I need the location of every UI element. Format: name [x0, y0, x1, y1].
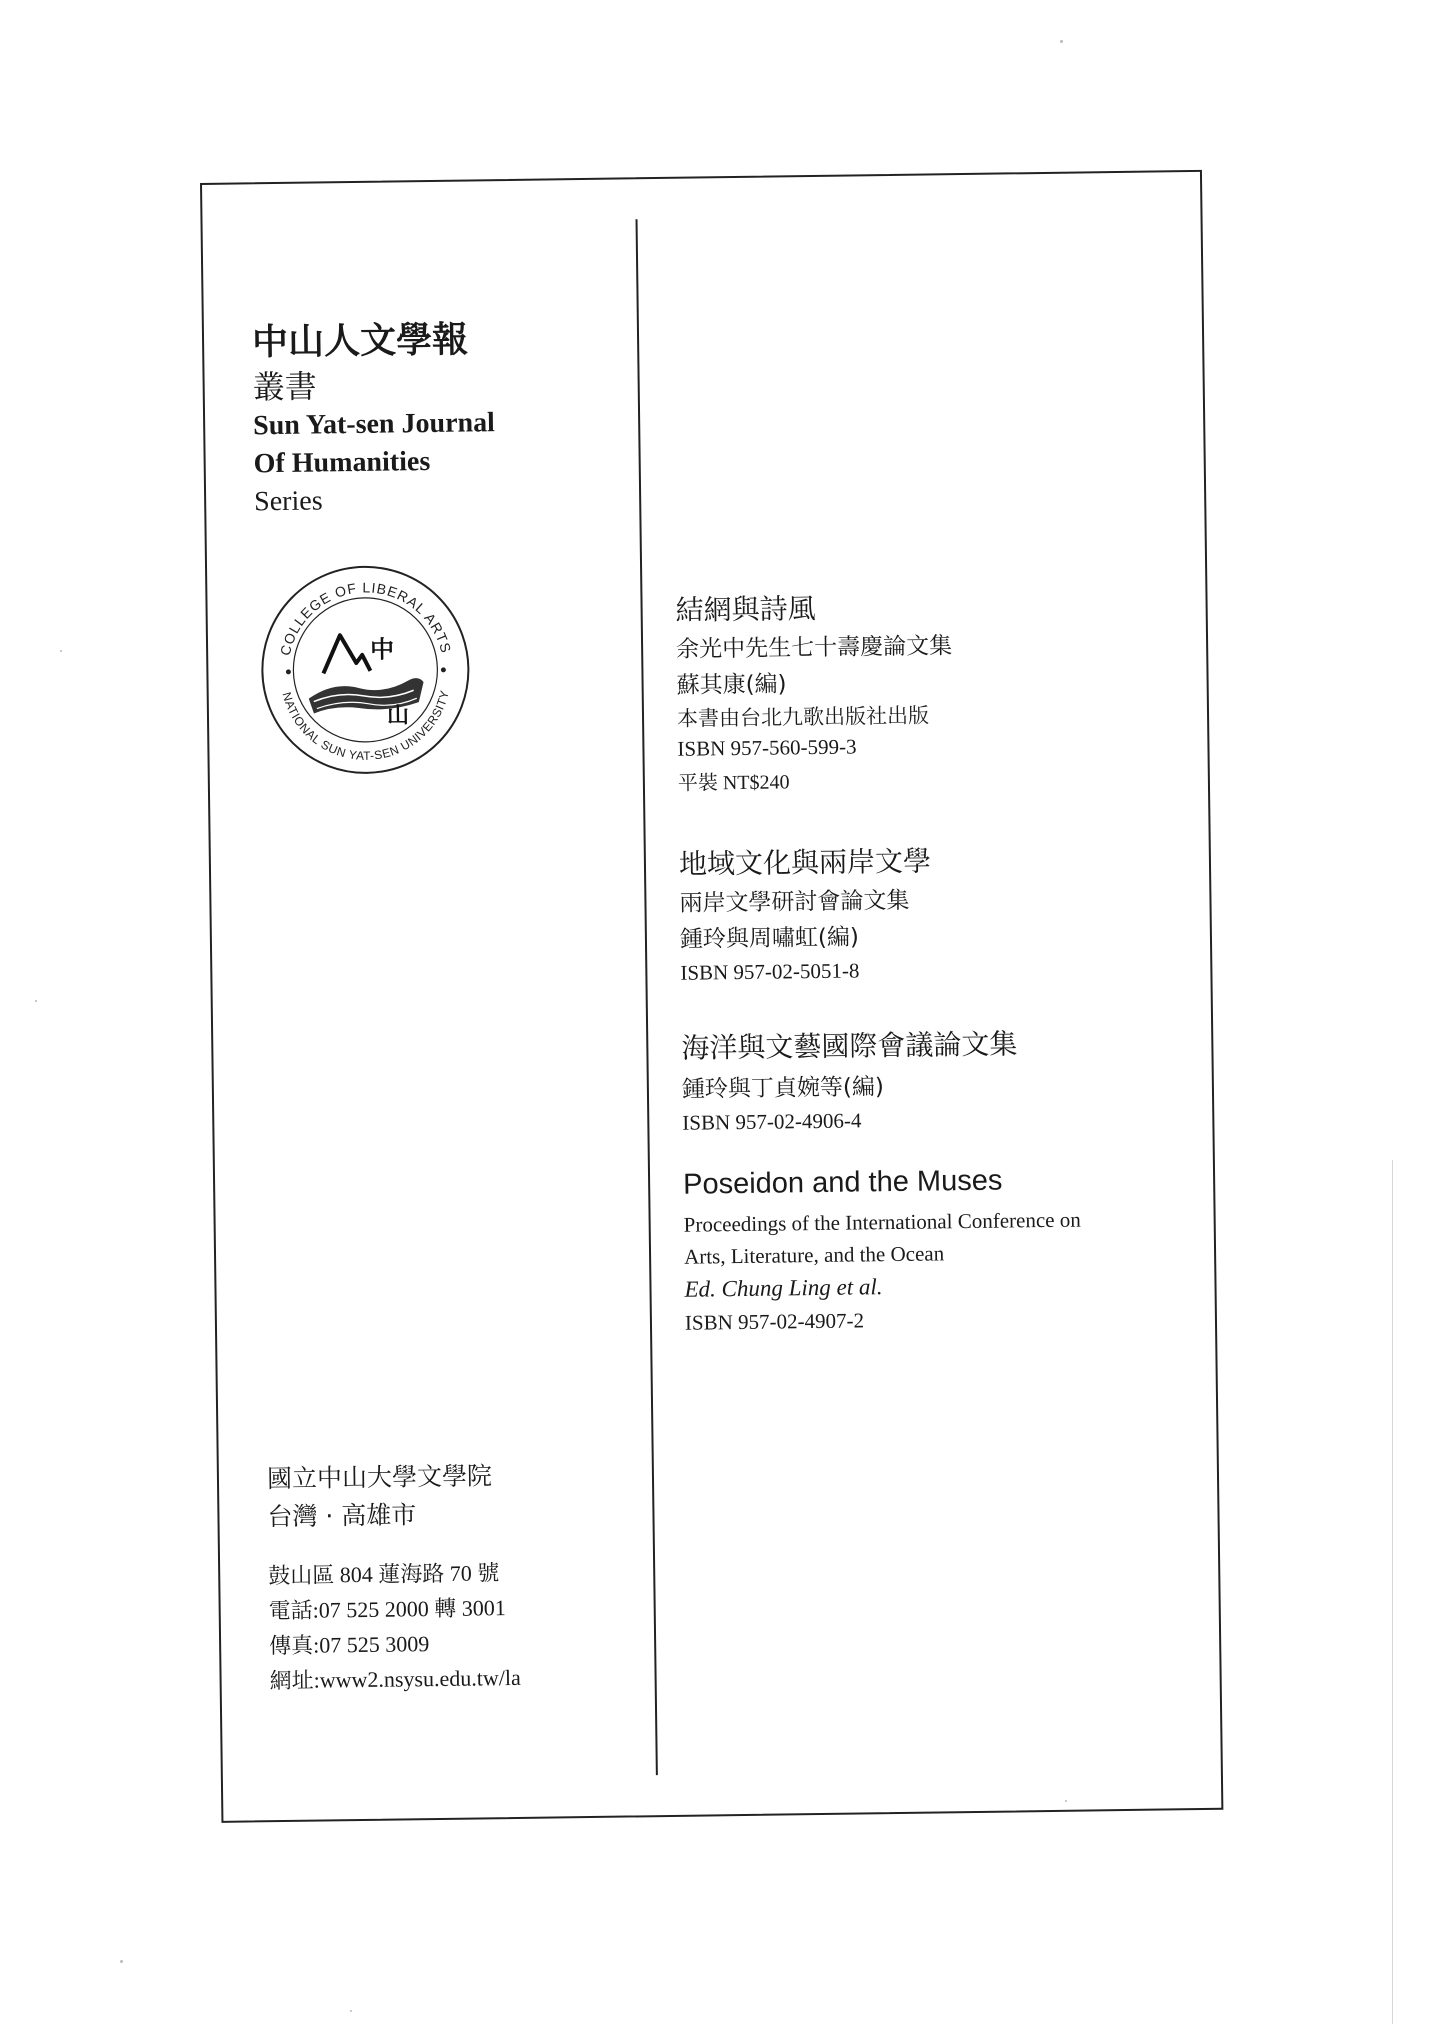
series-title-en-line3: Series: [253, 485, 323, 518]
publisher-address: 鼓山區 804 蓮海路 70 號: [268, 1560, 500, 1589]
publisher-website: 網址:www2.nsysu.edu.tw/la: [269, 1664, 521, 1694]
publisher-phone: 電話:07 525 2000 轉 3001: [268, 1595, 506, 1624]
series-title-en-line1: Sun Yat-sen Journal: [252, 407, 496, 442]
book-4-title: Poseidon and the Muses: [682, 1164, 1003, 1201]
book-4-subtitle-line1: Proceedings of the International Conference on: [683, 1207, 1081, 1237]
series-subtitle-cn: 叢書: [252, 367, 317, 407]
college-seal-logo: [257, 561, 475, 779]
book-1-subtitle: 余光中先生七十壽慶論文集: [675, 633, 953, 663]
book-1-editor: 蘇其康(編): [676, 671, 787, 699]
book-2-title: 地域文化與兩岸文學: [678, 844, 932, 881]
book-2-editor: 鍾玲與周嘯虹(編): [679, 924, 860, 953]
book-3-editor: 鍾玲與丁貞婉等(編): [681, 1074, 885, 1103]
scan-speck: [1065, 1800, 1067, 1802]
book-4-editor: Ed. Chung Ling et al.: [684, 1274, 883, 1302]
book-3-isbn: ISBN 957-02-4906-4: [682, 1108, 862, 1135]
book-4-subtitle-line2: Arts, Literature, and the Ocean: [683, 1241, 945, 1269]
page-frame: [200, 170, 1223, 1823]
scan-edge-line: [1392, 1160, 1393, 2024]
publisher-location: 台灣 · 高雄市: [267, 1500, 417, 1532]
svg-text:NATIONAL SUN YAT-SEN UNIVERSIT: NATIONAL SUN YAT-SEN UNIVERSITY: [279, 688, 452, 763]
svg-text:中: 中: [369, 635, 395, 664]
book-1-price: 平裝 NT$240: [677, 771, 790, 795]
svg-text:山: 山: [386, 703, 410, 729]
book-4-isbn: ISBN 957-02-4907-2: [684, 1308, 865, 1335]
book-2-subtitle: 兩岸文學研討會論文集: [679, 887, 910, 917]
scan-speck: [350, 2010, 352, 2012]
column-divider: [636, 219, 658, 1775]
scan-speck: [120, 1960, 123, 1963]
publisher-fax: 傳真:07 525 3009: [268, 1631, 430, 1659]
book-1-isbn: ISBN 957-560-599-3: [677, 734, 857, 761]
scan-speck: [1060, 40, 1063, 43]
series-title-en-line2: Of Humanities: [253, 446, 431, 480]
svg-text:COLLEGE OF LIBERAL ARTS: COLLEGE OF LIBERAL ARTS: [276, 579, 455, 658]
book-1-title: 結網與詩風: [675, 591, 816, 627]
book-3-title: 海洋與文藝國際會議論文集: [681, 1027, 1018, 1065]
scan-speck: [35, 1000, 37, 1002]
book-2-isbn: ISBN 957-02-5051-8: [680, 958, 860, 985]
scan-speck: [60, 650, 62, 652]
book-1-publisher-note: 本書由台北九歌出版社出版: [676, 703, 930, 731]
series-title-cn: 中山人文學報: [251, 319, 469, 364]
publisher-name: 國立中山大學文學院: [266, 1461, 493, 1494]
